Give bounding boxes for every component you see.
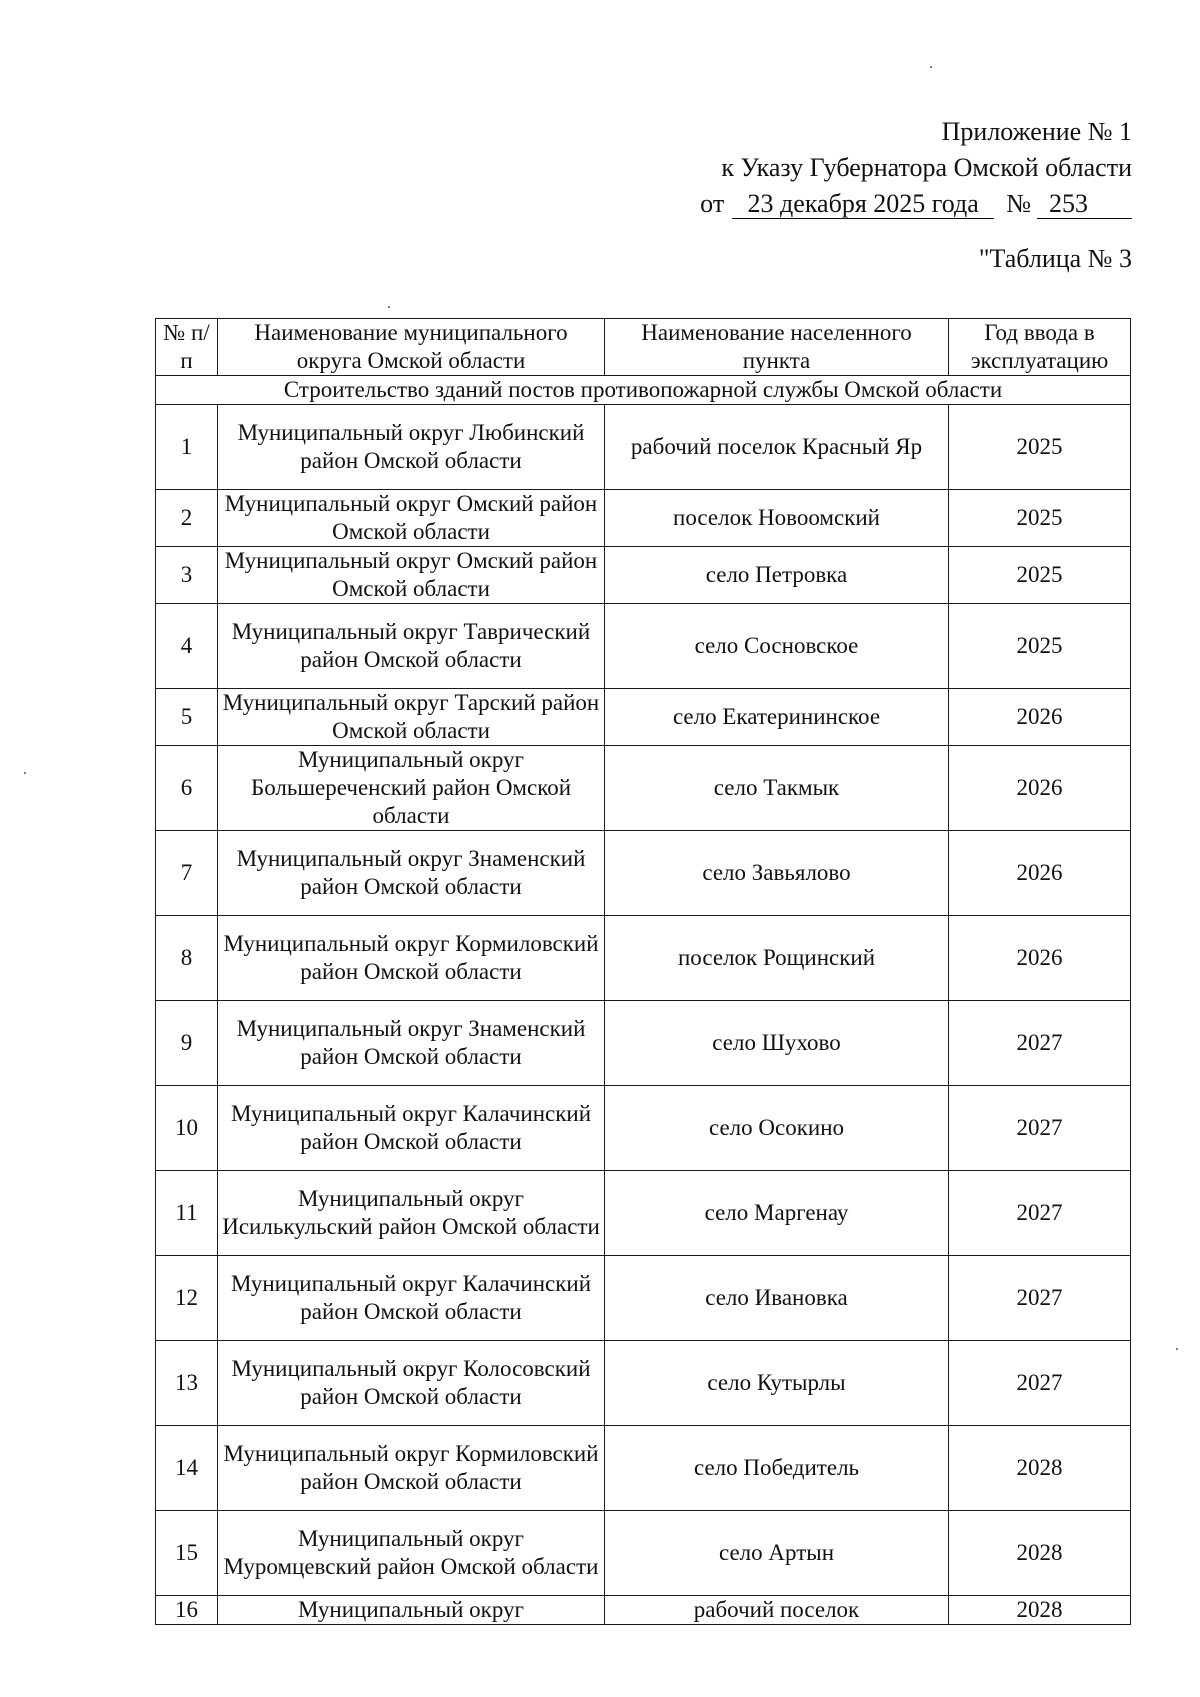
row-number: 9 [156, 1001, 218, 1086]
decree-number: 253 [1037, 190, 1132, 219]
row-year: 2027 [949, 1086, 1131, 1171]
row-settlement: рабочий поселок Красный Яр [605, 405, 949, 490]
scan-speck [24, 772, 26, 774]
row-year: 2027 [949, 1171, 1131, 1256]
row-settlement: село Ивановка [605, 1256, 949, 1341]
scan-speck [930, 66, 932, 68]
header-number: № п/п [156, 319, 218, 376]
row-settlement: село Петровка [605, 547, 949, 604]
row-number: 5 [156, 689, 218, 746]
table-row [156, 1256, 1131, 1341]
section-title: Строительство зданий постов противопожарной службы Омской области [156, 376, 1131, 405]
row-year: 2026 [949, 916, 1131, 1001]
table-row [156, 831, 1131, 916]
row-settlement: село Такмык [605, 746, 949, 831]
row-number: 12 [156, 1256, 218, 1341]
table-row [156, 1511, 1131, 1596]
row-year: 2025 [949, 405, 1131, 490]
fire-posts-table [155, 318, 1131, 1625]
row-settlement: село Осокино [605, 1086, 949, 1171]
row-year: 2027 [949, 1341, 1131, 1426]
row-district: Муниципальный округ Таврический район Омской области [218, 604, 605, 689]
table-caption: "Таблица № 3 [978, 244, 1132, 273]
table-row [156, 916, 1131, 1001]
row-district: Муниципальный округ [218, 1596, 605, 1625]
row-district: Муниципальный округ Тарский район Омской области [218, 689, 605, 746]
row-district: Муниципальный округ Большереченский район Омской области [218, 746, 605, 831]
row-year: 2026 [949, 831, 1131, 916]
header-year: Год ввода в эксплуатацию [949, 319, 1131, 376]
row-district: Муниципальный округ Знаменский район Омской области [218, 831, 605, 916]
table-row [156, 1171, 1131, 1256]
row-number: 16 [156, 1596, 218, 1625]
header-settlement: Наименование населенного пункта [605, 319, 949, 376]
row-number: 13 [156, 1341, 218, 1426]
table-header-row [156, 319, 1131, 376]
row-district: Муниципальный округ Кормиловский район Омской области [218, 916, 605, 1001]
row-number: 14 [156, 1426, 218, 1511]
table-row [156, 746, 1131, 831]
row-settlement: рабочий поселок [605, 1596, 949, 1625]
table-row [156, 1086, 1131, 1171]
row-settlement: село Екатерининское [605, 689, 949, 746]
row-settlement: поселок Рощинский [605, 916, 949, 1001]
table-row [156, 490, 1131, 547]
table-row [156, 1001, 1131, 1086]
row-settlement: село Победитель [605, 1426, 949, 1511]
table-row [156, 1596, 1131, 1625]
row-number: 6 [156, 746, 218, 831]
row-number: 15 [156, 1511, 218, 1596]
row-year: 2027 [949, 1001, 1131, 1086]
row-number: 11 [156, 1171, 218, 1256]
row-year: 2028 [949, 1511, 1131, 1596]
decree-date: 23 декабря 2025 года [732, 190, 994, 219]
row-settlement: село Шухово [605, 1001, 949, 1086]
table-row [156, 1341, 1131, 1426]
row-number: 8 [156, 916, 218, 1001]
date-number-line [612, 186, 1132, 222]
row-year: 2026 [949, 746, 1131, 831]
row-settlement: село Завьялово [605, 831, 949, 916]
number-sign: № [1006, 189, 1031, 218]
table-row [156, 604, 1131, 689]
document-header [612, 114, 1132, 222]
header-district: Наименование муниципального округа Омской области [218, 319, 605, 376]
row-year: 2025 [949, 490, 1131, 547]
row-district: Муниципальный округ Знаменский район Омской области [218, 1001, 605, 1086]
row-district: Муниципальный округ Калачинский район Омской области [218, 1256, 605, 1341]
row-year: 2028 [949, 1596, 1131, 1625]
row-number: 4 [156, 604, 218, 689]
row-settlement: село Сосновское [605, 604, 949, 689]
row-district: Муниципальный округ Кормиловский район Омской области [218, 1426, 605, 1511]
row-district: Муниципальный округ Омский район Омской области [218, 490, 605, 547]
row-settlement: село Кутырлы [605, 1341, 949, 1426]
section-row [156, 376, 1131, 405]
row-district: Муниципальный округ Калачинский район Омской области [218, 1086, 605, 1171]
scan-speck [1176, 1348, 1178, 1350]
table-row [156, 1426, 1131, 1511]
row-district: Муниципальный округ Омский район Омской области [218, 547, 605, 604]
row-year: 2027 [949, 1256, 1131, 1341]
row-number: 1 [156, 405, 218, 490]
row-year: 2028 [949, 1426, 1131, 1511]
table-row [156, 405, 1131, 490]
row-settlement: село Артын [605, 1511, 949, 1596]
row-year: 2026 [949, 689, 1131, 746]
decree-reference: к Указу Губернатора Омской области [721, 153, 1132, 182]
appendix-title: Приложение № 1 [941, 117, 1132, 146]
table-row [156, 689, 1131, 746]
row-number: 7 [156, 831, 218, 916]
row-year: 2025 [949, 547, 1131, 604]
row-year: 2025 [949, 604, 1131, 689]
row-number: 2 [156, 490, 218, 547]
row-district: Муниципальный округ Любинский район Омской области [218, 405, 605, 490]
row-settlement: село Маргенау [605, 1171, 949, 1256]
row-number: 10 [156, 1086, 218, 1171]
row-district: Муниципальный округ Колосовский район Омской области [218, 1341, 605, 1426]
row-district: Муниципальный округ Муромцевский район Омской области [218, 1511, 605, 1596]
row-number: 3 [156, 547, 218, 604]
row-district: Муниципальный округ Исилькульский район Омской области [218, 1171, 605, 1256]
from-label: от [700, 189, 725, 218]
scan-speck [388, 306, 390, 308]
table-row [156, 547, 1131, 604]
row-settlement: поселок Новоомский [605, 490, 949, 547]
